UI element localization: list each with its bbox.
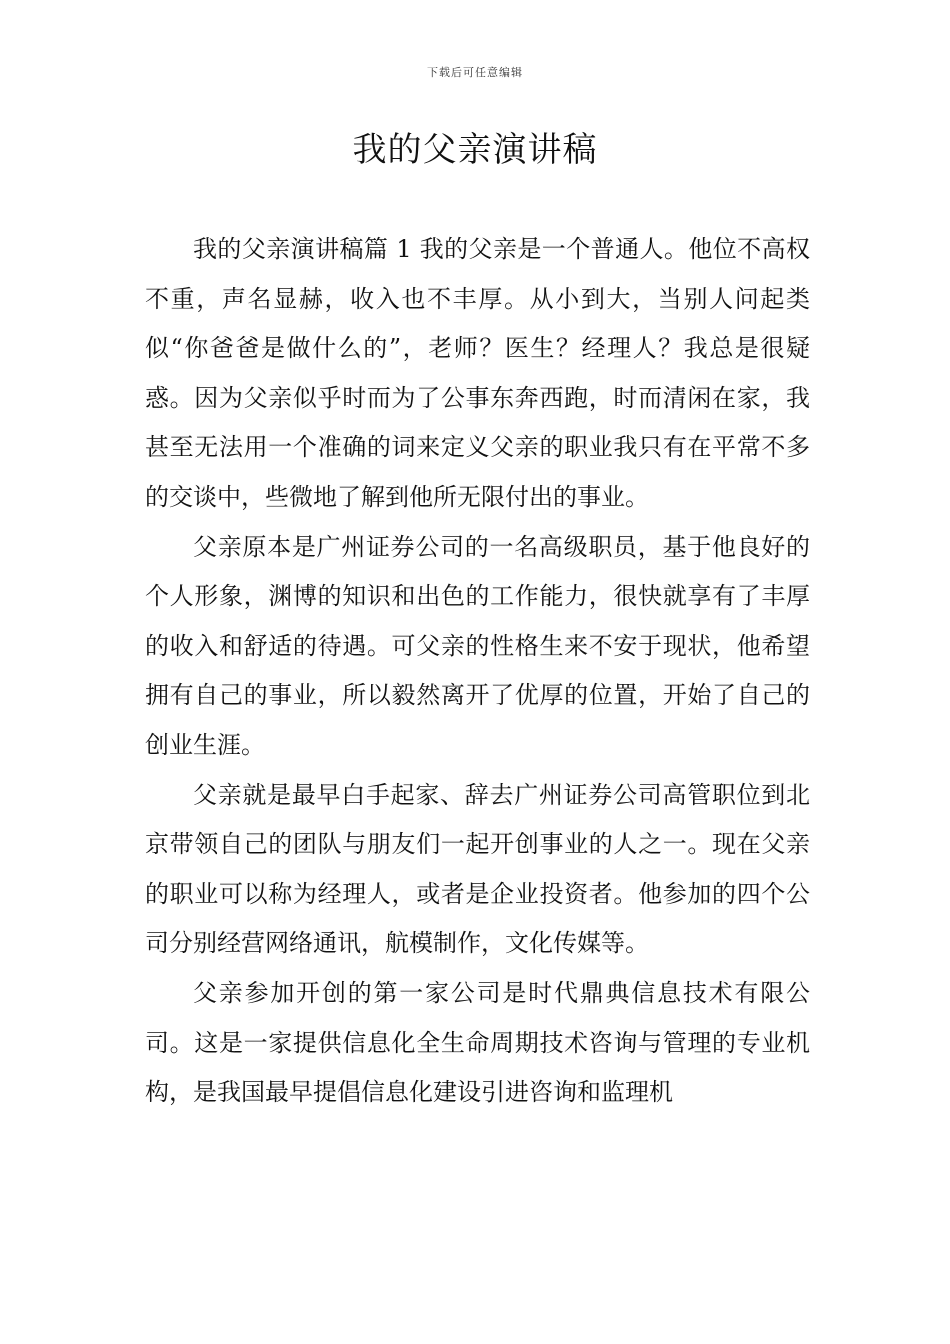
page-header-note: 下载后可任意编辑 <box>427 66 523 79</box>
paragraph-2: 父亲原本是广州证券公司的一名高级职员，基于他良好的个人形象，渊博的知识和出色的工作能力，很快就享有了丰厚的收入和舒适的待遇。可父亲的性格生来不安于现状，他希望拥有自己的事业，所以毅然离开了优厚的位置，开始了自己的创业生涯。 <box>145 532 810 759</box>
document-body <box>145 225 810 1118</box>
paragraph-1: 我的父亲演讲稿篇 1 我的父亲是一个普通人。他位不高权不重，声名显赫，收入也不丰厚。从小到大，当别人问起类似“你爸爸是做什么的”，老师？医生？经理人？我总是很疑惑。因为父亲似乎时而为了公事东奔西跑，时而清闲在家，我甚至无法用一个准确的词来定义父亲的职业我只有在平常不多的交谈中，些微地了解到他所无限付出的事业。 <box>145 235 810 511</box>
paragraph-3: 父亲就是最早白手起家、辞去广州证券公司高管职位到北京带领自己的团队与朋友们一起开创事业的人之一。现在父亲的职业可以称为经理人，或者是企业投资者。他参加的四个公司分别经营网络通讯，航模制作，文化传媒等。 <box>145 780 810 958</box>
paragraph-4: 父亲参加开创的第一家公司是时代鼎典信息技术有限公司。这是一家提供信息化全生命周期技术咨询与管理的专业机构，是我国最早提倡信息化建设引进咨询和监理机 <box>145 978 810 1107</box>
document-title: 我的父亲演讲稿 <box>352 130 598 170</box>
